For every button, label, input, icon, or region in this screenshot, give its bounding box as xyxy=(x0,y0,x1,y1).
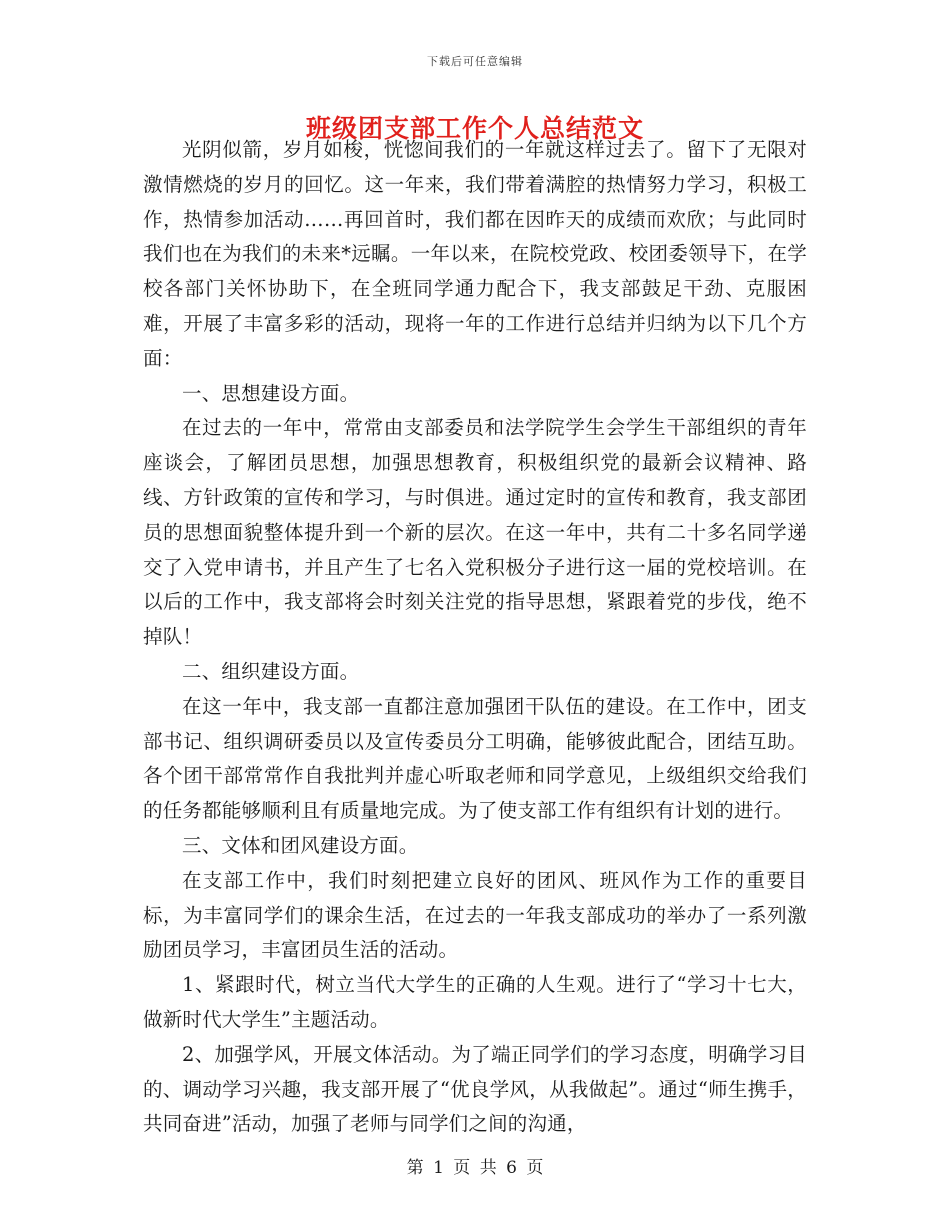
section-heading-culture: 三、文体和团风建设方面。 xyxy=(182,833,419,857)
section-heading-ideology: 一、思想建设方面。 xyxy=(182,381,360,405)
ideology-paragraph: 在过去的一年中，常常由支部委员和法学院学生会学生干部组织的青年座谈会，了解团员思想，加强思想教育，积极组织党的最新会议精神、路线、方针政策的宣传和学习，与时俱进。通过定时的宣传和教育，我支部团员的思想面貌整体提升到一个新的层次。在这一年中，共有二十多名同学递交了入党申请书，并且产生了七名入党积极分子进行这一届的党校培训。在以后的工作中，我支部将会时刻关注党的指导思想，紧跟着党的步伐，绝不掉队！ xyxy=(143,416,807,649)
document-body xyxy=(143,133,807,1142)
list-item-1: 1、紧跟时代，树立当代大学生的正确的人生观。进行了“学习十七大，做新时代大学生”主题活动。 xyxy=(143,973,807,1031)
section-heading-organization: 二、组织建设方面。 xyxy=(182,659,360,683)
list-item-2: 2、加强学风，开展文体活动。为了端正同学们的学习态度，明确学习目的、调动学习兴趣，我支部开展了“优良学风，从我做起”。通过“师生携手，共同奋进”活动，加强了老师与同学们之间的沟通， xyxy=(143,1042,807,1136)
intro-paragraph: 光阴似箭，岁月如梭，恍惚间我们的一年就这样过去了。留下了无限对激情燃烧的岁月的回忆。这一年来，我们带着满腔的热情努力学习，积极工作，热情参加活动……再回首时，我们都在因昨天的成绩而欢欣；与此同时我们也在为我们的未来*远瞩。一年以来，在院校党政、校团委领导下，在学校各部门关怀协助下，在全班同学通力配合下，我支部鼓足干劲、克服困难，开展了丰富多彩的活动，现将一年的工作进行总结并归纳为以下几个方面： xyxy=(143,138,807,370)
document-title: 班级团支部工作个人总结范文 xyxy=(305,114,644,143)
organization-paragraph: 在这一年中，我支部一直都注意加强团干队伍的建设。在工作中，团支部书记、组织调研委员以及宣传委员分工明确，能够彼此配合，团结互助。各个团干部常常作自我批判并虚心听取老师和同学意见，上级组织交给我们的任务都能够顺利且有质量地完成。为了使支部工作有组织有计划的进行。 xyxy=(143,694,807,823)
culture-paragraph: 在支部工作中，我们时刻把建立良好的团风、班风作为工作的重要目标，为丰富同学们的课余生活，在过去的一年我支部成功的举办了一系列激励团员学习，丰富团员生活的活动。 xyxy=(143,868,807,962)
page-footer: 第 1 页 共 6 页 xyxy=(406,1158,544,1178)
header-note: 下载后可任意编辑 xyxy=(427,55,523,68)
